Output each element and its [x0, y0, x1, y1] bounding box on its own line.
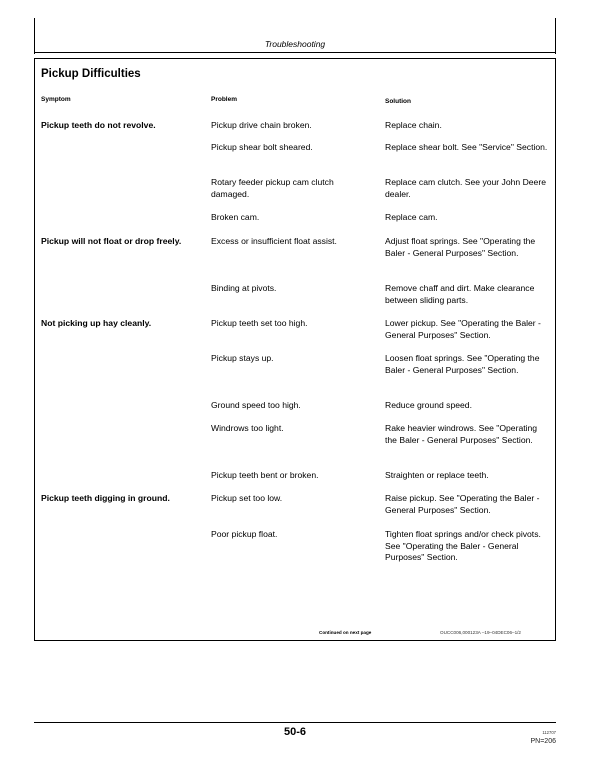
reference-code: OUCC006,000123A –19–04DEC06–1/2	[440, 630, 521, 635]
column-header-solution: Solution	[385, 98, 411, 105]
problem-cell: Pickup set too low.	[211, 493, 283, 503]
symptom-cell: Pickup will not float or drop freely.	[41, 236, 182, 246]
solution-cell: Raise pickup. See "Operating the Baler - General Purposes" Section.	[385, 493, 540, 515]
solution-cell: Remove chaff and dirt. Make clearance between sliding parts.	[385, 283, 535, 305]
problem-cell: Binding at pivots.	[211, 283, 277, 293]
solution-cell: Replace shear bolt. See "Service" Section.	[385, 142, 548, 152]
solution-cell: Straighten or replace teeth.	[385, 470, 489, 480]
problem-cell: Poor pickup float.	[211, 529, 278, 539]
troubleshooting-table	[34, 58, 556, 641]
problem-cell: Pickup shear bolt sheared.	[211, 142, 313, 152]
problem-cell: Broken cam.	[211, 212, 260, 222]
footer-rule	[34, 722, 556, 723]
solution-cell: Replace chain.	[385, 120, 442, 130]
footer-code: 112707	[542, 730, 556, 735]
solution-cell: Loosen float springs. See "Operating the Baler - General Purposes" Section.	[385, 353, 540, 375]
problem-cell: Windrows too light.	[211, 423, 284, 433]
problem-cell: Rotary feeder pickup cam clutch damaged.	[211, 177, 334, 199]
header-rule	[34, 52, 556, 53]
solution-cell: Reduce ground speed.	[385, 400, 472, 410]
column-header-problem: Problem	[211, 96, 238, 103]
symptom-cell: Pickup teeth do not revolve.	[41, 120, 156, 130]
page-pn: PN=206	[530, 738, 556, 745]
continued-note: Continued on next page	[319, 630, 372, 635]
solution-cell: Adjust float springs. See "Operating the Baler - General Purposes" Section.	[385, 236, 536, 258]
symptom-cell: Pickup teeth digging in ground.	[41, 493, 170, 503]
solution-cell: Replace cam.	[385, 212, 438, 222]
symptom-cell: Not picking up hay cleanly.	[41, 318, 152, 328]
problem-cell: Pickup drive chain broken.	[211, 120, 312, 130]
problem-cell: Ground speed too high.	[211, 400, 301, 410]
problem-cell: Pickup stays up.	[211, 353, 274, 363]
solution-cell: Replace cam clutch. See your John Deere dealer.	[385, 177, 546, 199]
page-number: 50-6	[283, 726, 307, 738]
problem-cell: Excess or insufficient float assist.	[211, 236, 337, 246]
page-header: Troubleshooting	[264, 39, 326, 49]
solution-cell: Rake heavier windrows. See "Operating the Baler - General Purposes" Section.	[385, 423, 538, 445]
problem-cell: Pickup teeth set too high.	[211, 318, 308, 328]
solution-cell: Tighten float springs and/or check pivots. See "Operating the Baler - General Purposes" Section.	[385, 529, 541, 562]
section-title: Pickup Difficulties	[41, 68, 141, 80]
solution-cell: Lower pickup. See "Operating the Baler - General Purposes" Section.	[385, 318, 541, 340]
column-header-symptom: Symptom	[41, 96, 71, 103]
problem-cell: Pickup teeth bent or broken.	[211, 470, 319, 480]
